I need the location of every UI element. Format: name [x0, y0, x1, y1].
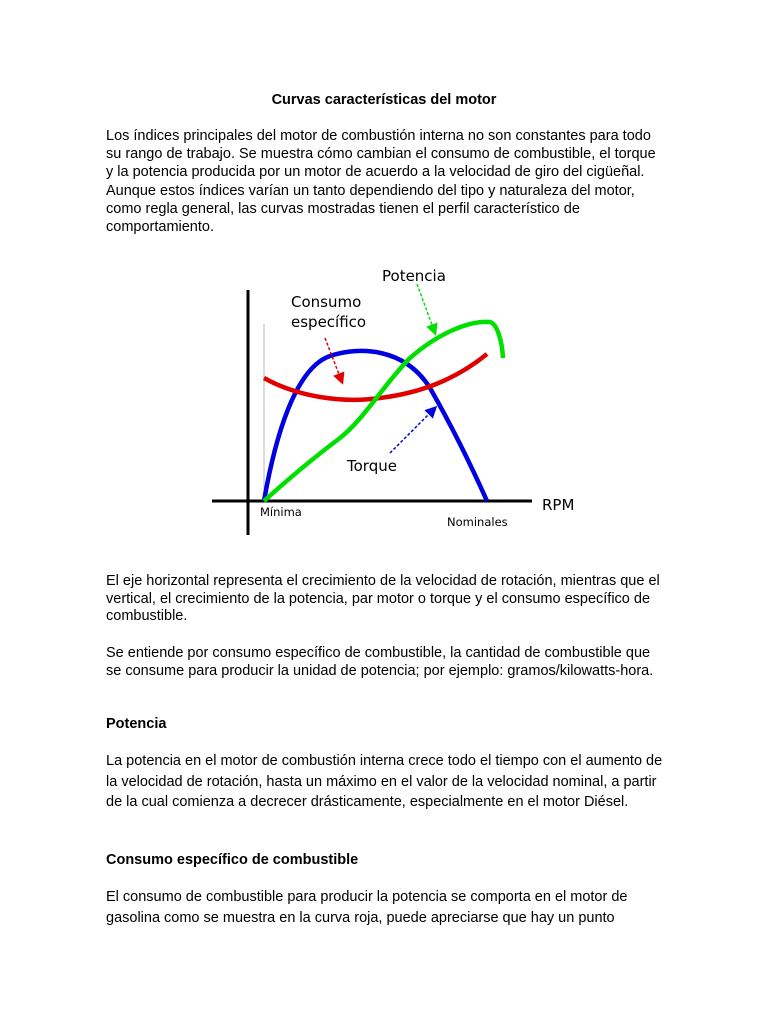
consumo-definition-paragraph: Se entiende por consumo específico de combustible, la cantidad de combustible que se consume para producir la unidad de potencia; por ejemplo: gramos/kilowatts-hora. — [106, 645, 654, 679]
label-consumo-line1: Consumo — [291, 293, 362, 311]
potencia-heading: Potencia — [106, 716, 167, 732]
consumo-paragraph: El consumo de combustible para producir la potencia se comporta en el motor de gasolina como se muestra en la curva roja, puede apreciarse que hay un punto — [106, 889, 628, 926]
document-title: Curvas características del motor — [271, 92, 497, 108]
engine-curves-figure — [205, 258, 585, 538]
label-rpm: RPM — [542, 496, 575, 514]
potencia-paragraph: La potencia en el motor de combustión interna crece todo el tiempo con el aumento de la velocidad de rotación, hasta un máximo en el valor de la velocidad nominal, a partir de la cual comienza a decrecer drásticamente, especialmente en el motor Diésel. — [106, 753, 663, 810]
axes-explanation-paragraph: El eje horizontal representa el crecimiento de la velocidad de rotación, mientras que el vertical, el crecimiento de la potencia, par motor o torque y el consumo específico de combustible. — [106, 573, 660, 624]
consumo-heading: Consumo específico de combustible — [106, 852, 359, 868]
label-consumo-line2: específico — [291, 313, 367, 331]
potencia-arrow — [417, 284, 435, 333]
label-nominales: Nominales — [447, 515, 508, 529]
label-minima: Mínima — [260, 505, 302, 519]
label-torque: Torque — [347, 457, 397, 475]
consumo-especifico-curve — [264, 354, 487, 400]
label-potencia: Potencia — [382, 267, 446, 285]
intro-paragraph: Los índices principales del motor de combustión interna no son constantes para todo su rango de trabajo. Se muestra cómo cambian el consumo de combustible, el torque y la potencia producida por un motor de acuerdo a la velocidad de giro del cigüeñal. Aunque estos índices varían un tanto dependiendo del tipo y naturaleza del motor, como regla general, las curvas mostradas tienen el perfil característico de comportamiento. — [106, 128, 656, 236]
consumo-arrow — [325, 338, 342, 382]
torque-arrow — [390, 408, 435, 453]
